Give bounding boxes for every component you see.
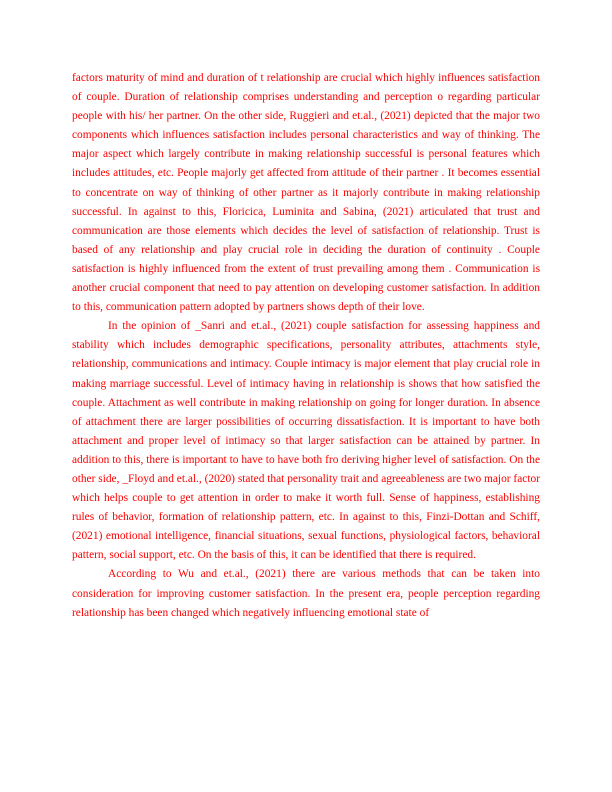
body-text [72, 69, 540, 623]
paragraph-couple-intimacy: In the opinion of _Sanri and et.al., (2021) couple satisfaction for assessing happiness and stability which includes demographic specifications, personality attributes, attachments style, relationship, communications and intimacy. Couple intimacy is major element that play crucial role in making marriage successful. Level of intimacy having in relationship is shows that how satisfied the couple. Attachment as well contribute in making relationship on going for longer duration. In absence of attachment there are larger possibilities of occurring dissatisfaction. It is important to have both attachment and proper level of intimacy so that larger satisfaction can be attained by partner. In addition to this, there is important to have to have both fro deriving higher level of satisfaction. On the other side, _Floyd and et.al., (2020) stated that personality trait and agreeableness are two major factor which helps couple to get attention in order to make it worth full. Sense of happiness, establishing rules of behavior, formation of relationship pattern, etc. In against to this, Finzi-Dottan and Schiff, (2021) emotional intelligence, financial situations, sexual functions, physiological factors, behavioral pattern, social support, etc. On the basis of this, it can be identified that there is required. [72, 320, 540, 562]
paragraph-improvement-methods: According to Wu and et.al., (2021) there are various methods that can be taken into consideration for improving customer satisfaction. In the present era, people perception regarding relationship has been changed which negatively influencing emotional state of [72, 568, 540, 619]
paragraph-relationship-factors: factors maturity of mind and duration of t relationship are crucial which highly influences satisfaction of couple. Duration of relationship comprises understanding and perception o regarding particular people with his/ her partner. On the other side, Ruggieri and et.al., (2021) depicted that the major two components which influences satisfaction includes personal characteristics and way of thinking. The major aspect which largely contribute in making relationship successful is personal features which includes attitudes, etc. People majorly get affected from attitude of their partner . It becomes essential to concentrate on way of thinking of other partner as it majorly contribute in making relationship successful. In against to this, Floricica, Luminita and Sabina, (2021) articulated that trust and communication are those elements which decides the level of satisfaction of relationship. Trust is based of any relationship and play crucial role in deciding the duration of continuity . Couple satisfaction is highly influenced from the extent of trust prevailing among them . Communication is another crucial component that need to pay attention on developing customer satisfaction. In addition to this, communication pattern adopted by partners shows depth of their love. [72, 72, 540, 314]
